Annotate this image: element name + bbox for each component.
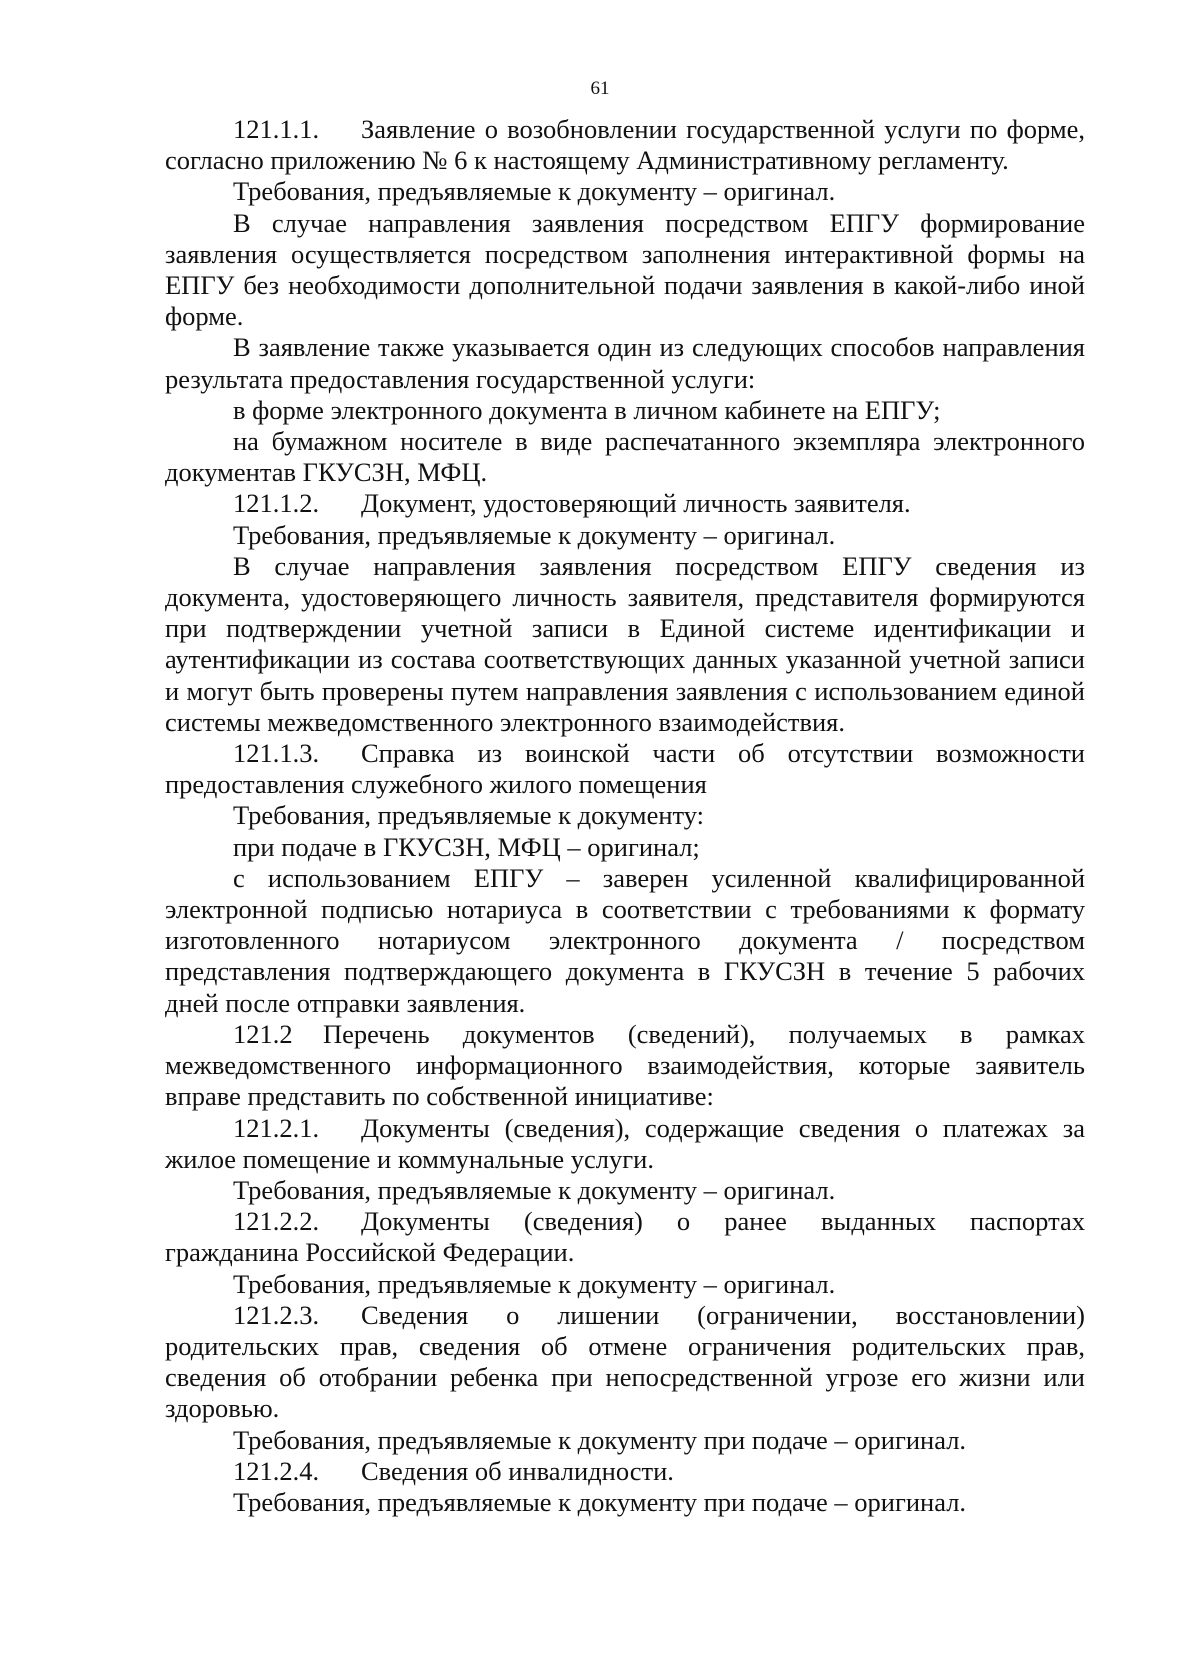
paragraph-121-2-4 bbox=[165, 1456, 1085, 1487]
paragraph-text: Заявление о возобновлении государственной услуги по форме, согласно приложению № 6 к настоящему Административному регламенту. bbox=[165, 114, 1085, 176]
paragraph-text: Требования, предъявляемые к документу при подаче – оригинал. bbox=[233, 1486, 967, 1517]
paragraph-req-3 bbox=[165, 800, 1085, 831]
paragraph-text: Справка из воинской части об отсутствии возможности предоставления служебного жилого помещения bbox=[165, 738, 1085, 800]
paragraph-text: при подаче в ГКУСЗН, МФЦ – оригинал; bbox=[233, 831, 700, 862]
paragraph-text: Документы (сведения), содержащие сведения о платежах за жилое помещение и коммунальные услуги. bbox=[165, 1112, 1085, 1174]
paragraph-text: В заявление также указывается один из следующих способов направления результата предоставления государственной услуги: bbox=[165, 332, 1085, 394]
paragraph-121-1-1 bbox=[165, 114, 1085, 176]
paragraph-text: В случае направления заявления посредством ЕПГУ сведения из документа, удостоверяющего личность заявителя, представителя формируются при подтверждении учетной записи в Единой системе идентификации и аутентификации из состава соответствующих данных указанной учетной записи и могут быть проверены путем направления заявления с использованием единой системы межведомственного электронного взаимодействия. bbox=[165, 550, 1085, 737]
paragraph-epgu-identity bbox=[165, 551, 1085, 738]
section-number: 121.2.1. bbox=[233, 1112, 320, 1143]
paragraph-text: с использованием ЕПГУ – заверен усиленной квалифицированной электронной подписью нотариуса в соответствии с требованиями к формату изготовленного нотариусом электронного документа / посредством представления подтверждающего документа в ГКУСЗН в течение 5 рабочих дней после отправки заявления. bbox=[165, 862, 1085, 1018]
paragraph-121-1-2 bbox=[165, 488, 1085, 519]
paragraph-req-4 bbox=[165, 1175, 1085, 1206]
section-number: 121.2.4. bbox=[233, 1455, 320, 1486]
paragraph-text: Документы (сведения) о ранее выданных паспортах гражданина Российской Федерации. bbox=[165, 1206, 1085, 1268]
paragraph-method-2 bbox=[165, 426, 1085, 488]
paragraph-text: Сведения о лишении (ограничении, восстановлении) родительских прав, сведения об отмене ограничения родительских прав, сведения об отобрании ребенка при непосредственной угрозе его жизни или здоровью. bbox=[165, 1299, 1085, 1424]
section-number: 121.1.1. bbox=[233, 114, 320, 144]
section-number: 121.2 bbox=[233, 1018, 293, 1049]
page-number: 61 bbox=[590, 78, 610, 99]
paragraph-method-1 bbox=[165, 395, 1085, 426]
paragraph-121-2 bbox=[165, 1019, 1085, 1113]
paragraph-121-2-2 bbox=[165, 1206, 1085, 1268]
section-number: 121.1.2. bbox=[233, 488, 320, 519]
paragraph-text: Требования, предъявляемые к документу при подаче – оригинал. bbox=[233, 1424, 967, 1455]
paragraph-text: Требования, предъявляемые к документу – оригинал. bbox=[233, 519, 836, 550]
paragraph-epgu-form bbox=[165, 208, 1085, 333]
paragraph-text: Документ, удостоверяющий личность заявителя. bbox=[361, 488, 911, 519]
paragraph-text: В случае направления заявления посредством ЕПГУ формирование заявления осуществляется посредством заполнения интерактивной формы на ЕПГУ без необходимости дополнительной подачи заявления в какой-либо иной форме. bbox=[165, 207, 1085, 332]
paragraph-req-1 bbox=[165, 176, 1085, 207]
paragraph-text: Требования, предъявляемые к документу: bbox=[233, 800, 705, 831]
paragraph-121-2-1 bbox=[165, 1113, 1085, 1175]
paragraph-text: Сведения об инвалидности. bbox=[361, 1455, 674, 1486]
section-number: 121.2.3. bbox=[233, 1299, 320, 1330]
paragraph-req-2 bbox=[165, 520, 1085, 551]
document-body bbox=[165, 114, 1085, 1518]
paragraph-text: на бумажном носителе в виде распечатанного экземпляра электронного документав ГКУСЗН, МФЦ. bbox=[165, 426, 1085, 488]
paragraph-req-7 bbox=[165, 1487, 1085, 1518]
paragraph-text: Требования, предъявляемые к документу – оригинал. bbox=[233, 1268, 836, 1299]
paragraph-text: Перечень документов (сведений), получаемых в рамках межведомственного информационного взаимодействия, которые заявитель вправе представить по собственной инициативе: bbox=[165, 1018, 1085, 1112]
section-number: 121.2.2. bbox=[233, 1206, 320, 1237]
paragraph-text: Требования, предъявляемые к документу – оригинал. bbox=[233, 176, 836, 207]
paragraph-req-6 bbox=[165, 1425, 1085, 1456]
paragraph-121-2-3 bbox=[165, 1300, 1085, 1425]
paragraph-text: в форме электронного документа в личном кабинете на ЕПГУ; bbox=[233, 394, 941, 425]
paragraph-req-5 bbox=[165, 1269, 1085, 1300]
paragraph-req-3-a bbox=[165, 832, 1085, 863]
paragraph-methods-intro bbox=[165, 332, 1085, 394]
paragraph-121-1-3 bbox=[165, 738, 1085, 800]
section-number: 121.1.3. bbox=[233, 738, 320, 769]
paragraph-text: Требования, предъявляемые к документу – оригинал. bbox=[233, 1174, 836, 1205]
paragraph-req-3-b bbox=[165, 863, 1085, 1019]
